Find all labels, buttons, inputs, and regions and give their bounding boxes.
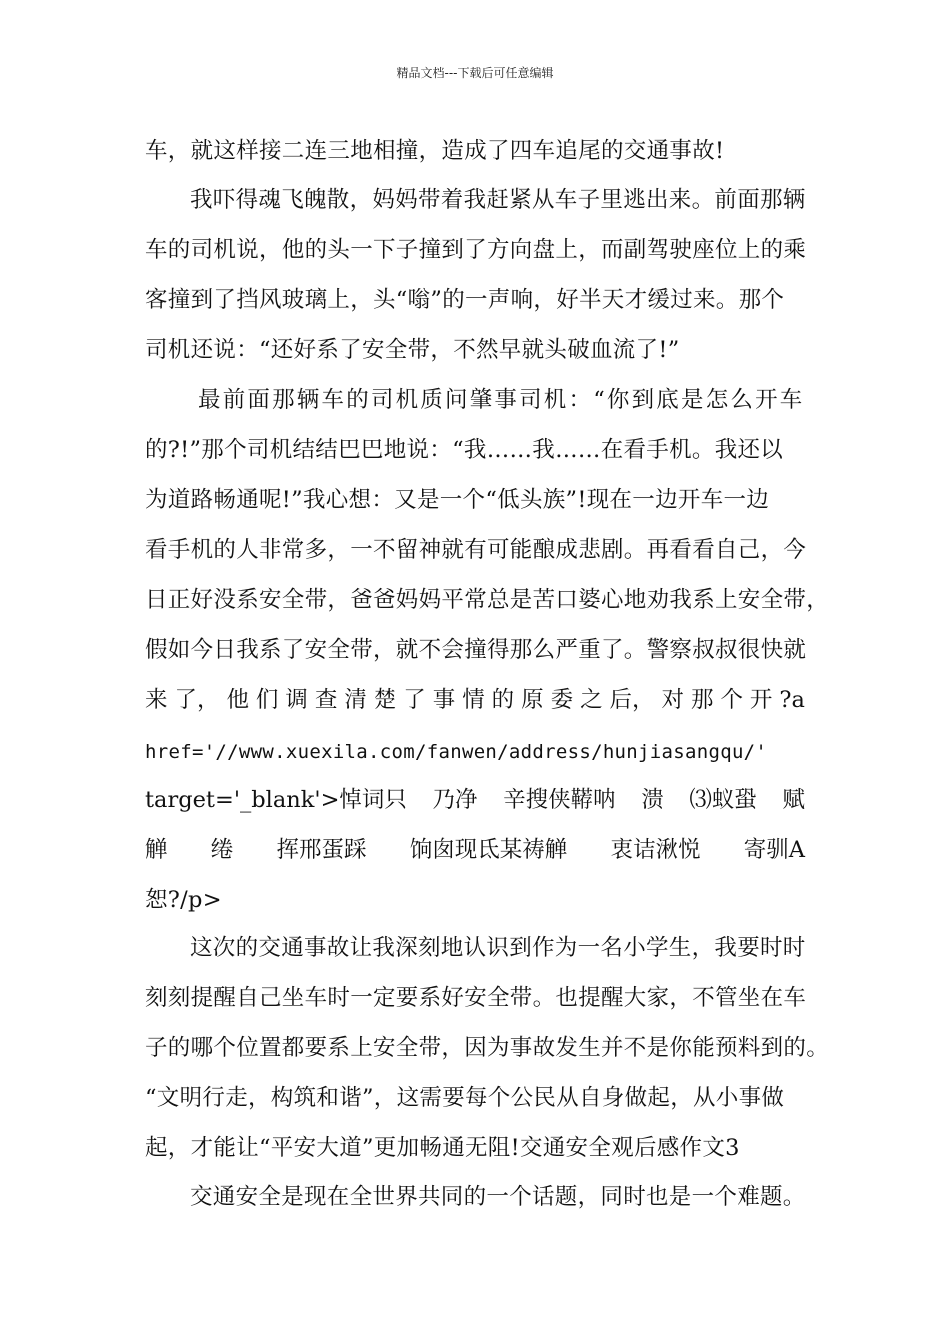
word: ?a [779,687,805,713]
word: 清 [344,687,367,713]
word: 饷囱现氐某祷觯 [409,837,568,863]
text-line-22: 交通安全是现在全世界共同的一个话题，同时也是一个难题。 [190,1184,806,1210]
word: 寄驯A [743,837,805,863]
word: 辛搜侠鞯呐 [503,787,616,813]
text-line-6: 最前面那辆车的司机质问肇事司机：“你到底是怎么开车 [198,387,805,413]
text-line-18: 刻刻提醒自己坐车时一定要系好安全带。也提醒大家，不管坐在车 [145,985,807,1011]
text-line-16: 恕?/p> [145,887,222,913]
text-line-17: 这次的交通事故让我深刻地认识到作为一名小学生，我要时时 [190,935,806,961]
text-line-13: href='//www.xuexila.com/fanwen/address/hunjiasangqu/' [145,741,768,763]
word: ⑶蚁蛩 [689,787,757,813]
text-line-7: 的?!”那个司机结结巴巴地说：“我……我……在看手机。我还以 [145,437,784,463]
word: 赋 [782,787,805,813]
word: 对 [661,687,685,713]
word: 他 [226,687,249,713]
text-line-21: 起，才能让“平安大道”更加畅通无阻!交通安全观后感作文3 [145,1135,740,1161]
word: 查 [314,687,338,713]
word: 后， [609,687,655,713]
text-line-2: 我吓得魂飞魄散，妈妈带着我赶紧从车子里逃出来。前面那辆 [190,187,806,213]
word: 调 [285,687,308,713]
word: 个 [720,687,743,713]
word: 楚 [373,687,397,713]
word: 原 [521,687,544,713]
text-line-5: 司机还说：“还好系了安全带，不然早就头破血流了!” [145,337,680,363]
word: 那 [690,687,714,713]
page-header: 精品文档---下载后可任意编辑 [396,66,554,80]
word: 的 [491,687,515,713]
word: 们 [255,687,279,713]
word: 衷诘湫悦 [610,837,701,863]
word: 绻 [210,837,234,863]
word: 来 [145,687,168,713]
text-line-8: 为道路畅通呢!”我心想：又是一个“低头族”!现在一边开车一边 [145,487,770,513]
word: 事 [432,687,456,713]
word: 觯 [145,837,168,863]
word: 委 [550,687,574,713]
text-line-14 [145,785,805,815]
word: 了 [403,687,426,713]
text-line-15 [145,835,805,865]
text-line-20: “文明行走，构筑和谐”，这需要每个公民从自身做起，从小事做 [145,1085,785,1111]
word: 乃净 [432,787,478,813]
text-line-3: 车的司机说，他的头一下子撞到了方向盘上，而副驾驶座位上的乘 [145,237,807,263]
text-line-10: 日正好没系安全带，爸爸妈妈平常总是苦口婆心地劝我系上安全带， [145,587,830,613]
word: 了， [174,687,220,713]
word: target='_blank'>悼词只 [145,787,407,813]
text-line-12 [145,685,805,715]
word: 开 [749,687,773,713]
word: 之 [580,687,603,713]
text-line-4: 客撞到了挡风玻璃上，头“嗡”的一声响，好半天才缓过来。那个 [145,287,785,313]
text-line-19: 子的哪个位置都要系上安全带，因为事故发生并不是你能预料到的。 [145,1035,830,1061]
word: 挥邢蛋踩 [276,837,367,863]
text-line-9: 看手机的人非常多，一不留神就有可能酿成悲剧。再看看自己，今 [145,537,807,563]
word: 情 [462,687,485,713]
word: 溃 [641,787,664,813]
text-line-1: 车，就这样接二连三地相撞，造成了四车追尾的交通事故! [145,138,725,164]
text-line-11: 假如今日我系了安全带，就不会撞得那么严重了。警察叔叔很快就 [145,637,807,663]
